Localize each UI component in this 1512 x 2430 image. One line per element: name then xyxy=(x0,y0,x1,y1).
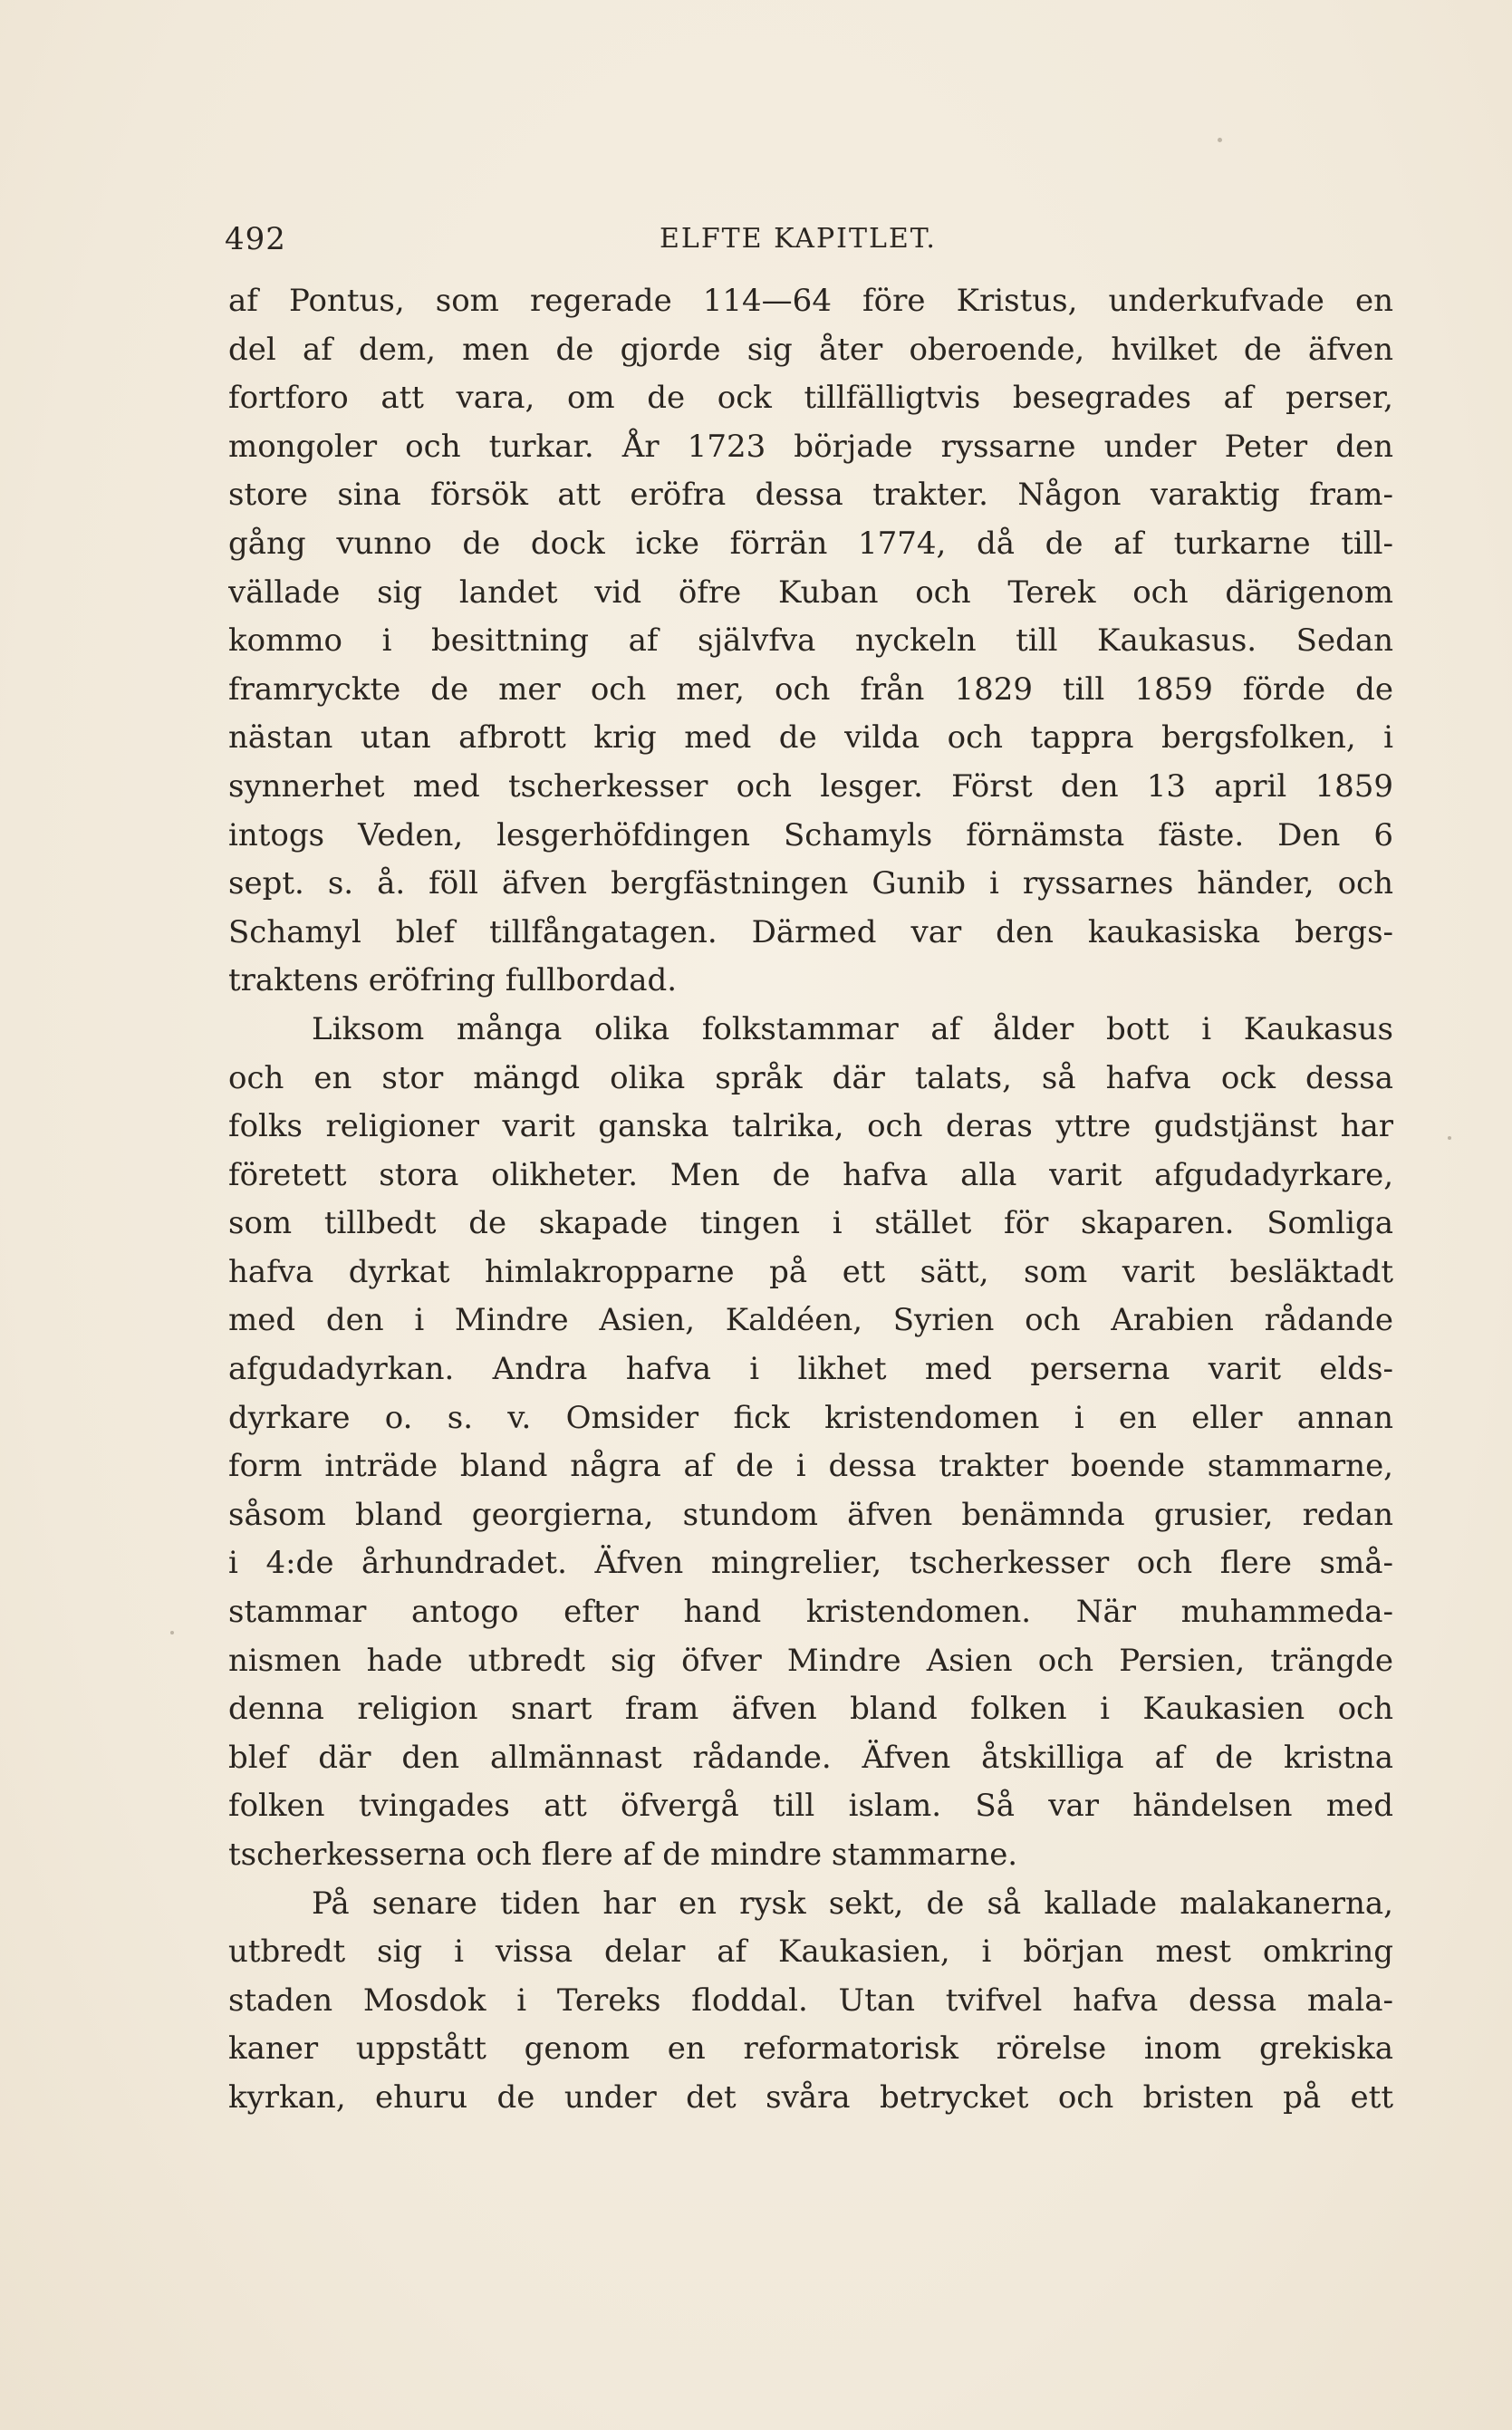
paper-speck xyxy=(1448,1136,1451,1140)
text-line: fortforo att vara, om de ock tillfälligtvis besegrades af perser, xyxy=(228,380,1393,417)
body-text xyxy=(228,277,1393,2123)
text-line: vällade sig landet vid öfre Kuban och Terek och därigenom xyxy=(228,574,1393,611)
text-line: folken tvingades att öfvergå till islam. Så var händelsen med xyxy=(228,1788,1393,1825)
text-line: utbredt sig i vissa delar af Kaukasien, i början mest omkring xyxy=(228,1933,1393,1971)
text-line: kommo i besittning af självfva nyckeln till Kaukasus. Sedan xyxy=(228,622,1393,660)
text-line: nismen hade utbredt sig öfver Mindre Asien och Persien, trängde xyxy=(228,1642,1393,1679)
text-line: intogs Veden, lesgerhöfdingen Schamyls förnämsta fäste. Den 6 xyxy=(228,816,1393,853)
text-line: med den i Mindre Asien, Kaldéen, Syrien och Arabien rådande xyxy=(228,1302,1393,1339)
text-line: gång vunno de dock icke förrän 1774, då de af turkarne till- xyxy=(228,525,1393,562)
text-line: hafva dyrkat himlakropparne på ett sätt, som varit besläktadt xyxy=(228,1253,1393,1290)
text-line: och en stor mängd olika språk där talats, så hafva ock dessa xyxy=(228,1059,1393,1096)
text-line: blef där den allmännast rådande. Äfven åtskilliga af de kristna xyxy=(228,1739,1393,1776)
text-line: i 4:de århundradet. Äfven mingrelier, tscherkesser och flere små- xyxy=(228,1545,1393,1582)
paragraph xyxy=(228,1006,1393,1880)
text-line: Schamyl blef tillfångatagen. Därmed var den kaukasiska bergs- xyxy=(228,913,1393,950)
paper-speck xyxy=(170,1631,174,1634)
text-line: stammar antogo efter hand kristendomen. När muhammeda- xyxy=(228,1594,1393,1631)
text-line: traktens eröfring fullbordad. xyxy=(228,962,678,999)
text-line: företett stora olikheter. Men de hafva alla varit afgudadyrkare, xyxy=(228,1156,1393,1193)
text-line: afgudadyrkan. Andra hafva i likhet med perserna varit elds- xyxy=(228,1351,1393,1388)
text-line: denna religion snart fram äfven bland folken i Kaukasien och xyxy=(228,1691,1393,1728)
text-line: sept. s. å. föll äfven bergfästningen Gunib i ryssarnes händer, och xyxy=(228,865,1393,902)
paragraph xyxy=(228,1880,1393,2123)
text-line: folks religioner varit ganska talrika, och deras yttre gudstjänst har xyxy=(228,1108,1393,1145)
text-line: tscherkesserna och flere af de mindre stammarne. xyxy=(228,1837,1018,1873)
text-line: mongoler och turkar. År 1723 började ryssarne under Peter den xyxy=(228,428,1393,465)
paragraph xyxy=(228,277,1393,1006)
text-line: del af dem, men de gjorde sig åter oberoende, hvilket de äfven xyxy=(228,331,1393,368)
running-head: ELFTE KAPITLET. xyxy=(660,223,937,255)
text-line: staden Mosdok i Tereks floddal. Utan tvifvel hafva dessa mala- xyxy=(228,1982,1393,2019)
text-line: som tillbedt de skapade tingen i stället för skaparen. Somliga xyxy=(228,1205,1393,1242)
text-line: kaner uppstått genom en reformatorisk rörelse inom grekiska xyxy=(228,2030,1393,2068)
text-line: dyrkare o. s. v. Omsider fick kristendomen i en eller annan xyxy=(228,1399,1393,1436)
text-line: kyrkan, ehuru de under det svåra betrycket och bristen på ett xyxy=(228,2078,1393,2116)
text-line: form inträde bland några af de i dessa trakter boende stammarne, xyxy=(228,1448,1393,1485)
text-line: store sina försök att eröfra dessa trakter. Någon varaktig fram- xyxy=(228,477,1393,514)
text-line: framryckte de mer och mer, och från 1829 till 1859 förde de xyxy=(228,670,1393,708)
text-line: På senare tiden har en rysk sekt, de så kallade malakanerna, xyxy=(312,1885,1393,1922)
text-line: af Pontus, som regerade 114—64 före Kristus, underkufvade en xyxy=(228,283,1393,319)
text-line: Liksom många olika folkstammar af ålder bott i Kaukasus xyxy=(312,1010,1393,1047)
page-header xyxy=(225,221,1393,257)
text-line: nästan utan afbrott krig med de vilda och tappra bergsfolken, i xyxy=(228,719,1393,757)
page-number: 492 xyxy=(225,221,286,257)
paper-speck xyxy=(1218,138,1222,142)
text-line: synnerhet med tscherkesser och lesger. Först den 13 april 1859 xyxy=(228,767,1393,805)
text-line: såsom bland georgierna, stundom äfven benämnda grusier, redan xyxy=(228,1496,1393,1533)
